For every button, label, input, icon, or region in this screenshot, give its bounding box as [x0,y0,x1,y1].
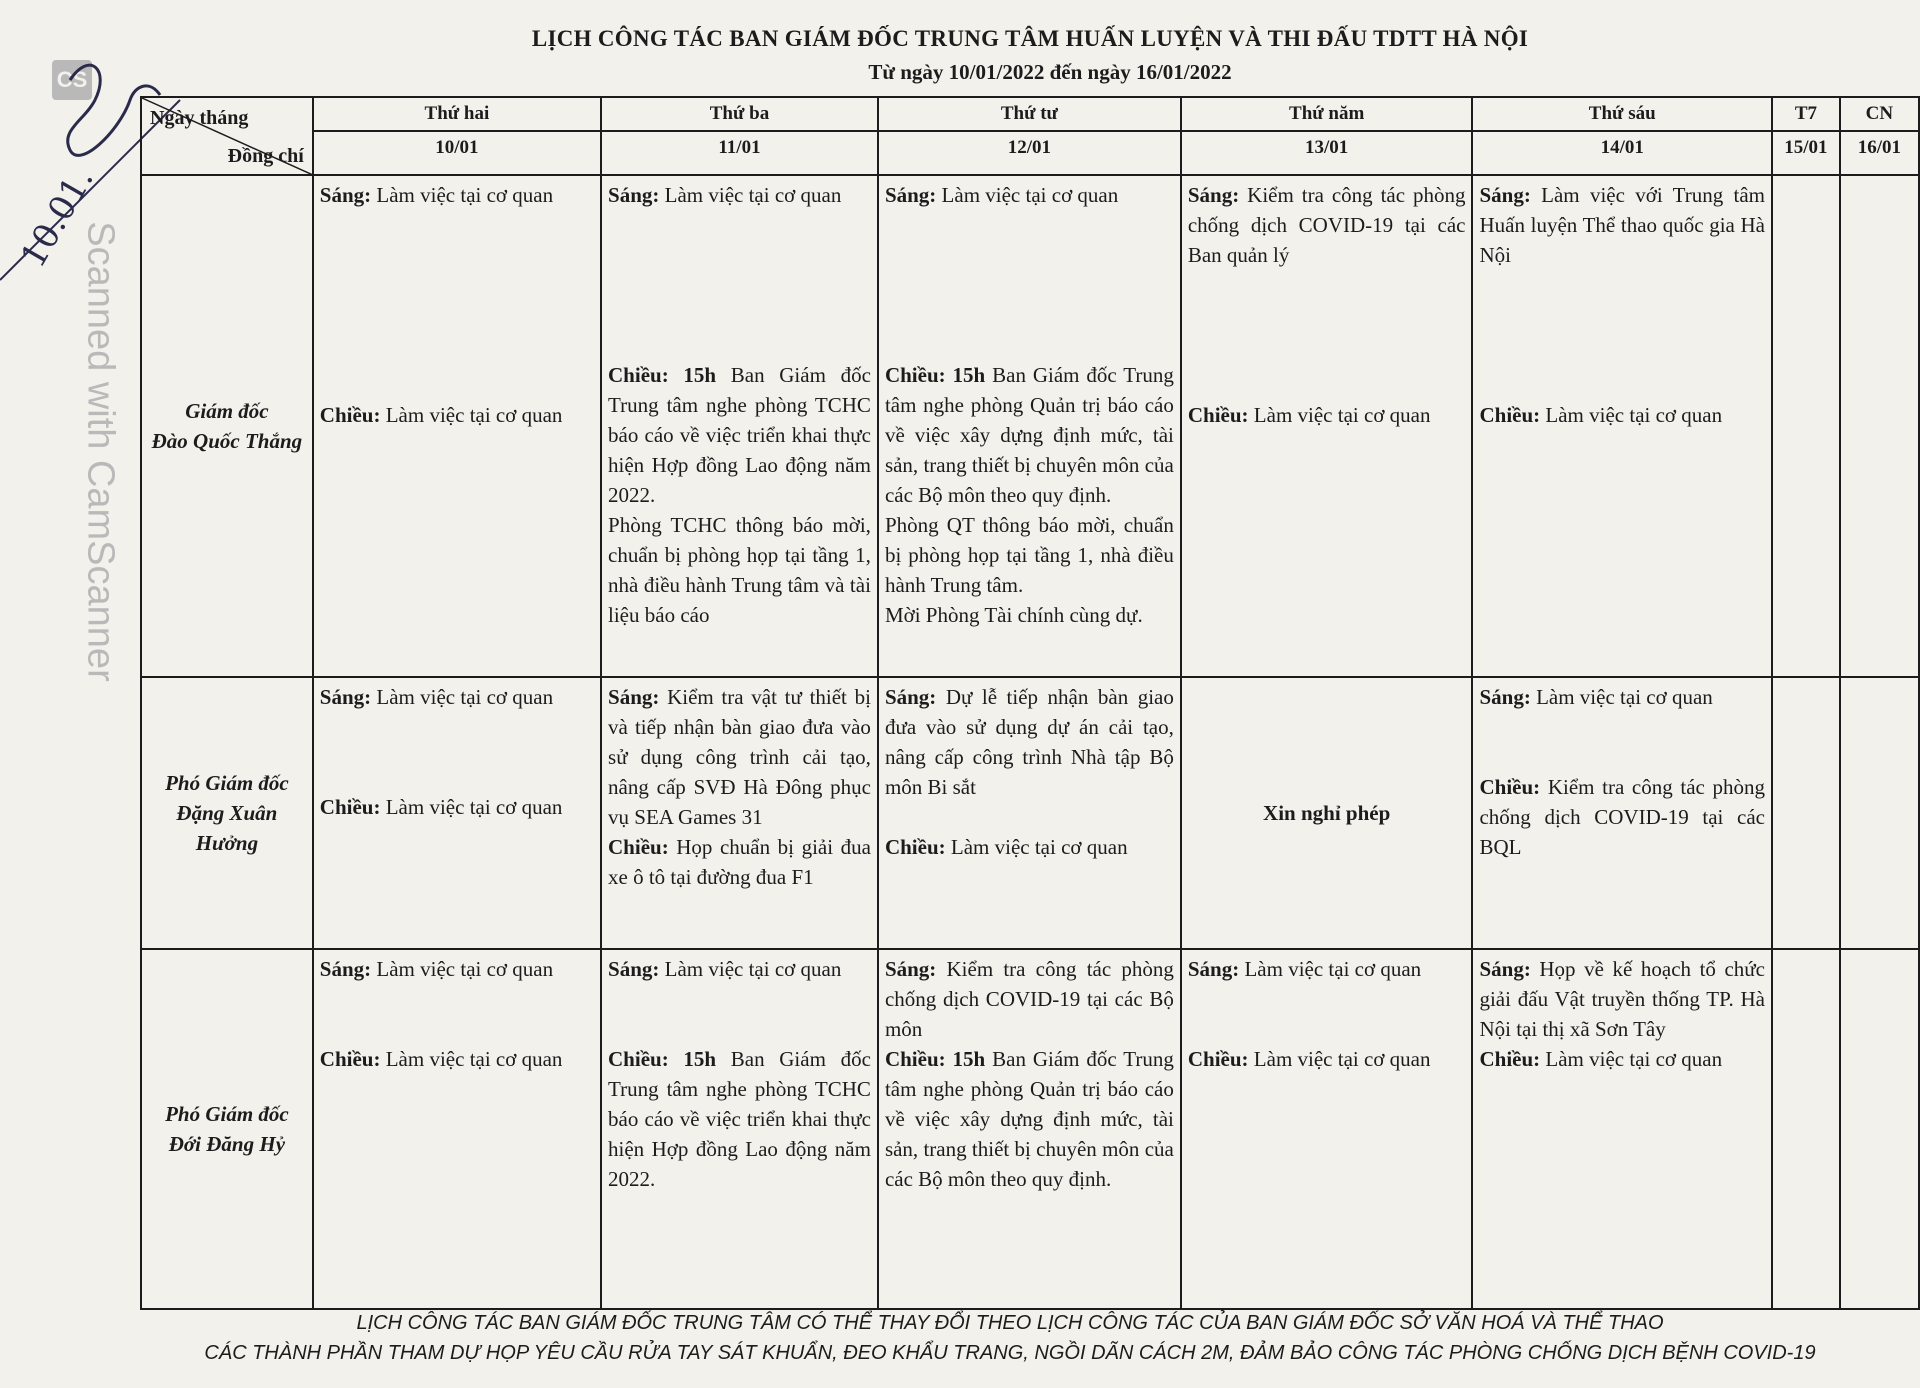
schedule-cell [1181,175,1473,676]
morning-text: Làm việc tại cơ quan [1244,957,1422,982]
day-name: Thứ tư [1000,103,1058,124]
afternoon-label: Chiều: [1479,774,1541,799]
afternoon-label: Chiều: [608,834,669,859]
afternoon-text: Ban Giám đốc Trung tâm nghe phòng TCHC báo cáo về việc triển khai thực hiện Hợp đồng Lao động năm 2022. [608,363,871,508]
schedule-table [140,96,1920,1310]
day-date: 10/01 [314,130,600,160]
morning-label: Sáng: [319,957,372,982]
morning-label: Sáng: [1187,957,1240,982]
corner-cell [141,97,313,175]
morning-label: Sáng: [1479,183,1531,208]
day-header [878,97,1181,175]
morning-text: Làm việc tại cơ quan [664,183,842,208]
afternoon-text: Làm việc tại cơ quan [950,834,1128,859]
schedule-cell [1772,175,1840,676]
morning-label: Sáng: [884,684,937,709]
day-header [1472,97,1772,175]
afternoon-text: Làm việc tại cơ quan [385,794,563,819]
signature-date: 10.01. [13,160,102,275]
morning-label: Sáng: [1479,684,1531,709]
day-name: Thứ hai [424,103,490,124]
footer-note: CÁC THÀNH PHẦN THAM DỰ HỌP YÊU CẦU RỬA TAY SÁT KHUẨN, ĐEO KHẨU TRANG, NGỒI DÃN CÁCH 2M, ĐẢM BẢO CÔNG TÁC PHÒNG CHỐNG DỊCH BỆNH COVID-19 [204,1342,1816,1364]
afternoon-label: Chiều: [319,794,381,819]
day-date: 13/01 [1182,130,1472,160]
person-role: Phó Giám đốc [165,1102,289,1127]
afternoon-label: Chiều: 15h [608,363,717,388]
day-name: Thứ ba [709,103,770,124]
afternoon-label: Chiều: [319,403,381,428]
day-header [313,97,601,175]
day-date: 16/01 [1841,130,1918,160]
afternoon-label: Chiều: 15h [608,1047,717,1072]
schedule-cell [1181,949,1473,1309]
schedule-cell [1472,175,1772,676]
morning-text: Làm việc tại cơ quan [1536,684,1713,709]
day-name: CN [1865,103,1894,124]
schedule-cell [1840,949,1919,1309]
schedule-cell [878,949,1181,1309]
morning-text: Kiểm tra công tác phòng chống dịch COVID-19 tại các Ban quản lý [1187,183,1466,268]
person-name: Đới Đăng Hỷ [168,1132,286,1157]
schedule-cell [601,677,878,949]
person-name: Đào Quốc Thắng [151,429,303,454]
morning-text: Làm việc tại cơ quan [376,684,554,709]
person-cell [141,677,313,949]
schedule-cell [601,175,878,676]
table-row [141,949,1919,1309]
corner-date-label: Ngày tháng [150,107,249,129]
day-date: 14/01 [1473,130,1771,160]
morning-text: Làm việc tại cơ quan [664,957,842,982]
afternoon-label: Chiều: [1187,1047,1249,1072]
page-title: LỊCH CÔNG TÁC BAN GIÁM ĐỐC TRUNG TÂM HUẤN LUYỆN VÀ THI ĐẤU TDTT HÀ NỘI [531,26,1529,51]
day-name: T7 [1794,103,1817,124]
morning-label: Sáng: [884,957,937,982]
morning-text: Làm việc với Trung tâm Huấn luyện Thể thao quốc gia Hà Nội [1479,183,1766,268]
schedule-cell [601,949,878,1309]
table-row [141,175,1919,676]
afternoon-text: Làm việc tại cơ quan [1253,1047,1431,1072]
schedule-cell [313,677,601,949]
morning-label: Sáng: [608,684,660,709]
afternoon-text: Làm việc tại cơ quan [1545,1047,1723,1072]
watermark-text: Scanned with CamScanner [79,221,122,682]
person-role: Giám đốc [185,399,269,424]
corner-person-label: Đồng chí [227,145,304,168]
morning-text: Dự lễ tiếp nhận bàn giao đưa vào sử dụng dự án cải tạo, nâng cấp công trình Nhà tập Bộ môn Bi sắt [884,684,1174,799]
schedule-cell [1840,677,1919,949]
person-name: Đặng Xuân Hưởng [176,801,278,856]
header-row [141,97,1919,175]
schedule-cell [313,175,601,676]
morning-label: Sáng: [1479,957,1531,982]
page-subtitle: Từ ngày 10/01/2022 đến ngày 16/01/2022 [868,60,1232,84]
meeting-note-2: Mời Phòng Tài chính cùng dự. [884,603,1143,628]
day-date: 12/01 [879,130,1180,160]
morning-text: Kiểm tra vật tư thiết bị và tiếp nhận bàn giao đưa vào sử dụng công trình cải tạo, nâng cấp SVĐ Hà Đông phục vụ SEA Games 31 [608,684,871,829]
schedule-cell [1472,949,1772,1309]
afternoon-label: Chiều: [319,1047,381,1072]
schedule-cell [1840,175,1919,676]
afternoon-text: Làm việc tại cơ quan [1253,403,1431,428]
schedule-cell [1772,677,1840,949]
leave-cell: Xin nghỉ phép [1181,677,1473,949]
schedule-cell [878,677,1181,949]
morning-label: Sáng: [319,684,372,709]
morning-text: Làm việc tại cơ quan [941,183,1119,208]
morning-label: Sáng: [608,183,660,208]
afternoon-text: Ban Giám đốc Trung tâm nghe phòng Quản trị báo cáo về việc xây dựng định mức, tài sản, trang thiết bị chuyên môn của các Bộ môn theo quy định. [884,1047,1174,1192]
day-header [1840,97,1919,175]
day-header [1772,97,1840,175]
person-role: Phó Giám đốc [165,771,289,796]
afternoon-text: Làm việc tại cơ quan [385,1047,563,1072]
schedule-cell [1772,949,1840,1309]
meeting-note: Phòng QT thông báo mời, chuẩn bị phòng họp tại tầng 1, nhà điều hành Trung tâm. [884,513,1174,598]
schedule-cell [1472,677,1772,949]
morning-label: Sáng: [608,957,660,982]
day-header [1181,97,1473,175]
morning-label: Sáng: [319,183,372,208]
afternoon-text: Ban Giám đốc Trung tâm nghe phòng TCHC báo cáo về việc triển khai thực hiện Hợp đồng Lao động năm 2022. [608,1047,871,1192]
schedule-cell [313,949,601,1309]
day-header [601,97,878,175]
morning-label: Sáng: [884,183,937,208]
morning-text: Kiểm tra công tác phòng chống dịch COVID-19 tại các Bộ môn [884,957,1174,1042]
meeting-note: Phòng TCHC thông báo mời, chuẩn bị phòng họp tại tầng 1, nhà điều hành Trung tâm và tài liệu báo cáo [608,513,871,628]
morning-text: Họp về kế hoạch tổ chức giải đấu Vật truyền thống TP. Hà Nội tại thị xã Sơn Tây [1479,957,1765,1042]
afternoon-label: Chiều: [1479,403,1541,428]
afternoon-text: Làm việc tại cơ quan [1545,403,1723,428]
afternoon-label: Chiều: [1187,403,1249,428]
day-name: Thứ năm [1289,103,1365,124]
morning-text: Làm việc tại cơ quan [376,957,554,982]
person-cell [141,175,313,676]
morning-label: Sáng: [1187,183,1240,208]
afternoon-text: Kiểm tra công tác phòng chống dịch COVID-19 tại các BQL [1479,774,1766,859]
afternoon-text: Làm việc tại cơ quan [385,403,563,428]
day-date: 15/01 [1773,130,1839,160]
afternoon-text: Họp chuẩn bị giải đua xe ô tô tại đường đua F1 [608,834,871,889]
footer-note: LỊCH CÔNG TÁC BAN GIÁM ĐỐC TRUNG TÂM CÓ THỂ THAY ĐỔI THEO LỊCH CÔNG TÁC CỦA BAN GIÁM ĐỐC SỞ VĂN HOÁ VÀ THỂ THAO [356,1312,1664,1334]
afternoon-text: Ban Giám đốc Trung tâm nghe phòng Quản trị báo cáo về việc xây dựng định mức, tài sản, trang thiết bị chuyên môn của các Bộ môn theo quy định. [884,363,1174,508]
day-date: 11/01 [602,130,877,160]
person-cell [141,949,313,1309]
afternoon-label: Chiều: [884,834,946,859]
afternoon-label: Chiều: 15h [884,363,986,388]
afternoon-label: Chiều: 15h [884,1047,986,1072]
camscanner-logo-icon: CS [52,60,92,100]
schedule-cell [878,175,1181,676]
day-name: Thứ sáu [1588,103,1656,124]
afternoon-label: Chiều: [1479,1047,1541,1072]
table-row [141,677,1919,949]
morning-text: Làm việc tại cơ quan [376,183,554,208]
